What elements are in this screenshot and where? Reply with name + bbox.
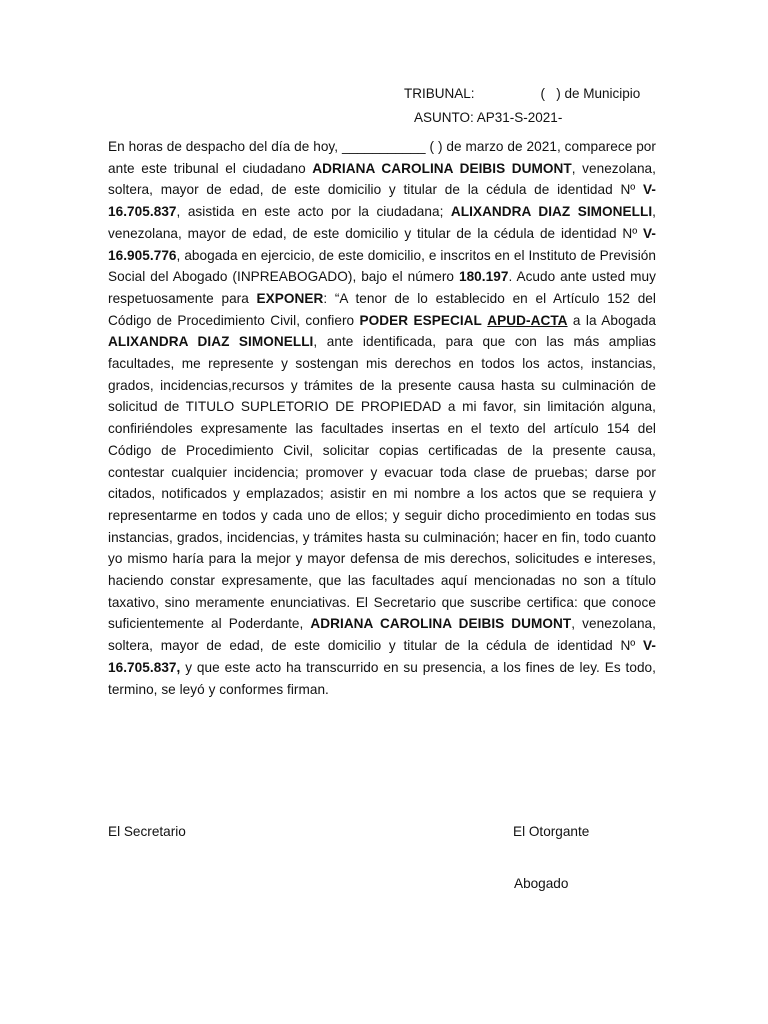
bold-text: 180.197 xyxy=(458,269,509,285)
body-text-run: En horas de despacho del día de hoy, ___________ ( ) de marzo de 2021, comparece por ante este tribunal el ciudadano xyxy=(108,139,656,176)
body-text-run: y que este acto ha transcurrido en su presencia, a los fines de ley. Es todo, termino, se leyó y conformes firman. xyxy=(108,659,656,697)
body-text-run: , venezolana, soltera, mayor de edad, de este domicilio y titular de la cédula de identidad Nº xyxy=(108,616,656,654)
bold-text: V-16.705.837 xyxy=(108,182,656,220)
body-text-run: . Acudo ante usted muy respetuosamente para xyxy=(108,269,657,306)
bold-text: ALIXANDRA DIAZ SIMONELLI xyxy=(450,204,653,220)
bold-text: PODER ESPECIAL xyxy=(359,312,482,328)
tribunal-line xyxy=(404,85,640,103)
signature-otorgante: El Otorgante xyxy=(513,824,590,839)
bold-text: V-16.905.776 xyxy=(108,225,656,263)
tribunal-label: TRIBUNAL: xyxy=(404,86,475,101)
body-text-run: , venezolana, mayor de edad, de este domicilio y titular de la cédula de identidad Nº xyxy=(108,204,656,241)
bold-text: APUD-ACTA xyxy=(487,312,568,328)
body-text-run: , ante identificada, para que con las más amplias facultades, me represente y sostengan mis derechos en todos los actos, instancias, grados, incidencias,recursos y trámites de la presente causa hasta su culminación de solicitud de TITULO SUPLETORIO DE PROPIEDAD a mi favor, sin limitación alguna, confiriéndoles expresamente las facultades insertas en el texto del artículo 154 del Código de Procedimiento Civil, solicitar copias certificadas de la presente causa, contestar cualquier incidencia; promover y evacuar toda clase de pruebas; darse por citados, notificados y emplazados; asistir en mi nombre a los actos que se requiera y representarme en todos y cada uno de ellos; y seguir dicho procedimiento en todas sus instancias, grados, incidencias, y trámites hasta su culminación; hacer en fin, todo cuanto yo mismo haría para la mejor y mayor defensa de mis derechos, solicitudes e intereses, haciendo constar expresamente, que las facultades aquí mencionadas no son a título taxativo, sino meramente enunciativas. El Secretario que suscribe certifica: que conoce suficientemente al Poderdante, xyxy=(108,334,656,632)
body-text-run: , asistida en este acto por la ciudadana; xyxy=(176,204,451,220)
bold-text: ALIXANDRA DIAZ SIMONELLI xyxy=(108,334,314,350)
signature-abogado: Abogado xyxy=(514,876,569,891)
signature-secretario: El Secretario xyxy=(108,824,186,839)
tribunal-municipio: ( ) de Municipio xyxy=(540,86,641,101)
bold-text: V-16.705.837, xyxy=(108,638,656,675)
asunto-line: ASUNTO: AP31-S-2021- xyxy=(414,110,563,125)
body-text-run: , venezolana, soltera, mayor de edad, de este domicilio y titular de la cédula de identidad Nº xyxy=(108,160,656,198)
body-text-run: a la Abogada xyxy=(567,312,656,328)
document-body xyxy=(108,136,656,700)
bold-text: ADRIANA CAROLINA DEIBIS DUMONT xyxy=(312,160,572,176)
bold-text: ADRIANA CAROLINA DEIBIS DUMONT xyxy=(310,616,572,632)
bold-text: EXPONER xyxy=(256,290,324,306)
body-text-run: , abogada en ejercicio, de este domicilio, e inscritos en el Instituto de Previsión Social del Abogado (INPREABOGADO), bajo el número xyxy=(108,247,656,285)
body-text-run: : “A tenor de lo establecido en el Artículo 152 del Código de Procedimiento Civil, confiero xyxy=(108,290,656,328)
